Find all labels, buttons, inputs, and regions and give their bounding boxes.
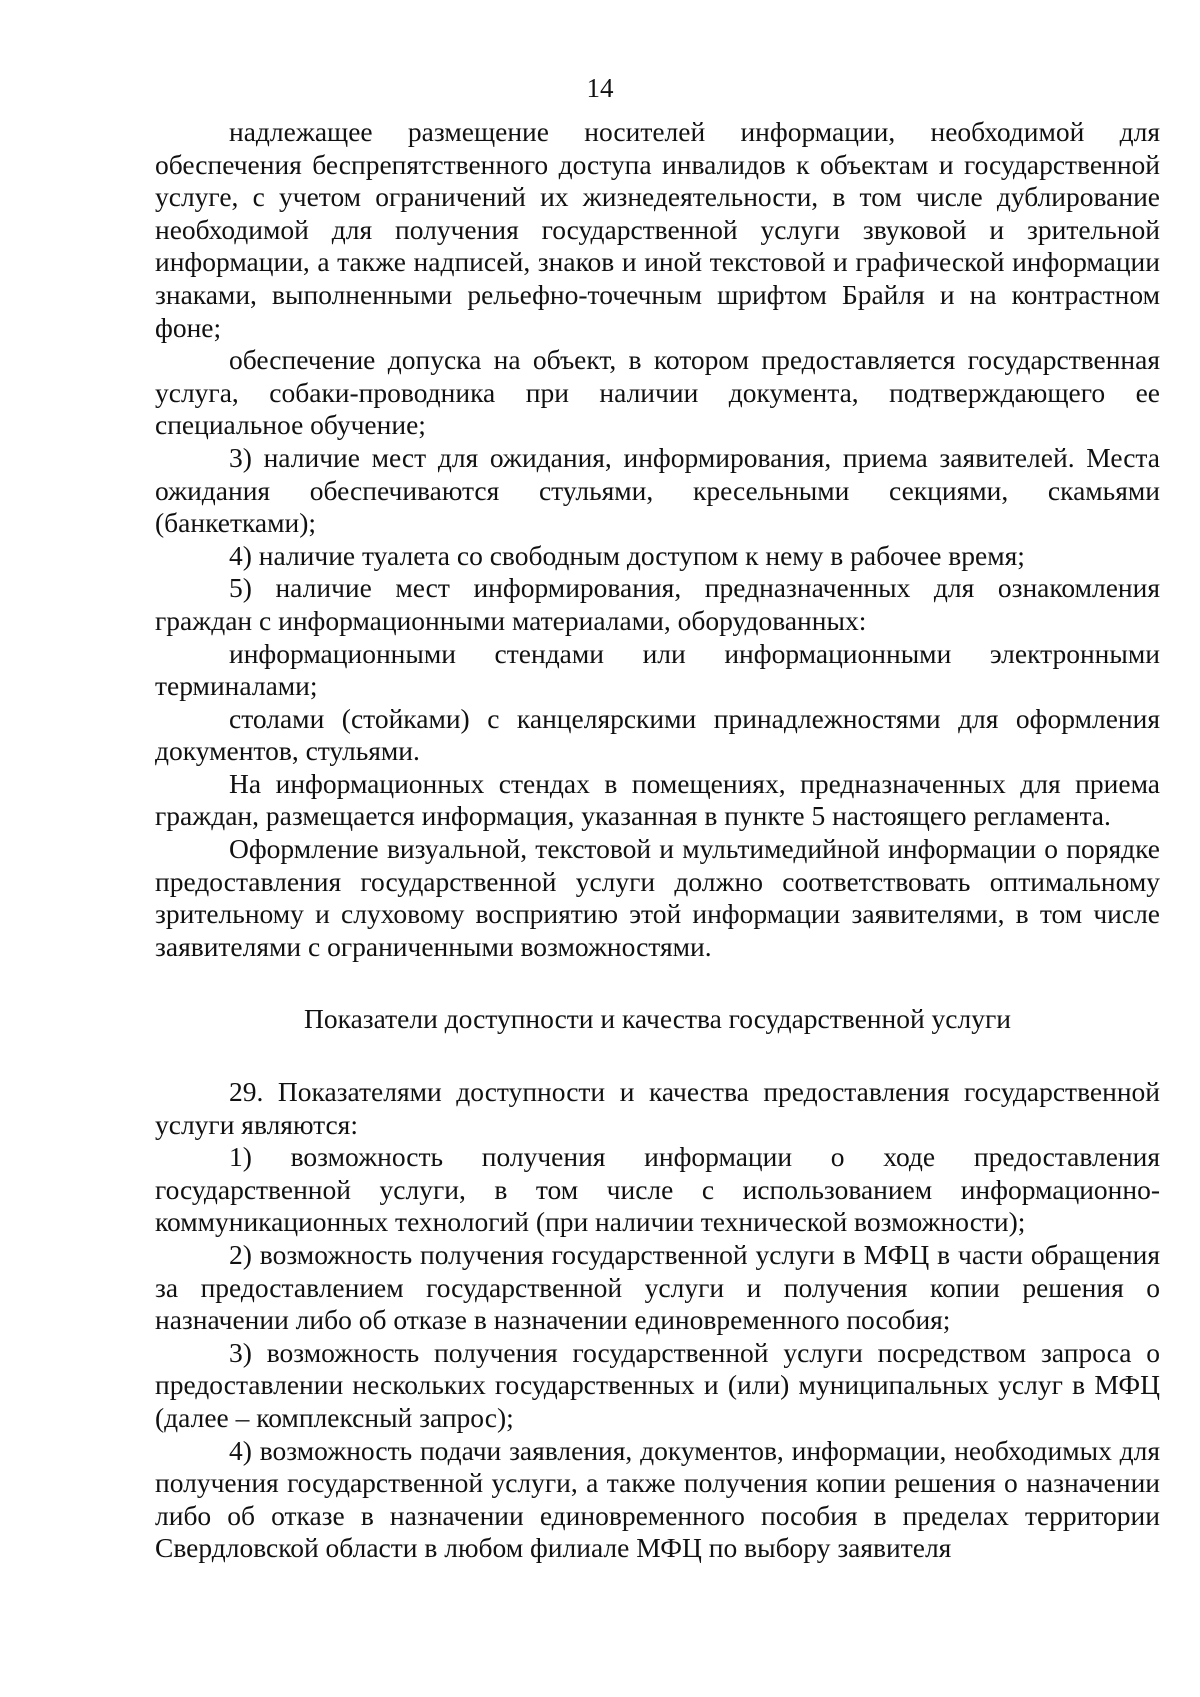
- paragraph: информационными стендами или информационными электронными терминалами;: [155, 637, 1160, 702]
- paragraph: 5) наличие мест информирования, предназначенных для ознакомления граждан с информационными материалами, оборудованных:: [155, 572, 1160, 636]
- paragraph: 2) возможность получения государственной услуги в МФЦ в части обращения за предоставлением государственной услуги и получения копии решения о назначении либо об отказе в назначении единовременного пособия;: [155, 1239, 1160, 1336]
- paragraph: надлежащее размещение носителей информации, необходимой для обеспечения беспрепятственного доступа инвалидов к объектам и государственной услуге, с учетом ограничений их жизнедеятельности, в том числе дублирование необходимой для получения государственной услуги звуковой и зрительной информации, а также надписей, знаков и иной текстовой и графической информации знаками, выполненными рельефно-точечным шрифтом Брайля и на контрастном фоне;: [155, 116, 1160, 343]
- paragraph: На информационных стендах в помещениях, предназначенных для приема граждан, размещается информация, указанная в пункте 5 настоящего регламента.: [155, 767, 1160, 832]
- document-body: [155, 116, 1160, 1565]
- paragraph: Оформление визуальной, текстовой и мультимедийной информации о порядке предоставления государственной услуги должно соответствовать оптимальному зрительному и слуховому восприятию этой информации заявителями, в том числе заявителями с ограниченными возможностями.: [155, 833, 1160, 962]
- paragraph: 1) возможность получения информации о ходе предоставления государственной услуги, в том числе с использованием информационно-коммуникационных технологий (при наличии технической возможности);: [155, 1141, 1160, 1238]
- paragraph: обеспечение допуска на объект, в котором предоставляется государственная услуга, собаки-проводника при наличии документа, подтверждающего ее специальное обучение;: [155, 344, 1160, 441]
- paragraph: 4) возможность подачи заявления, документов, информации, необходимых для получения государственной услуги, а также получения копии решения о назначении либо об отказе в назначении единовременного пособия в пределах территории Свердловской области в любом филиале МФЦ по выбору заявителя: [155, 1434, 1160, 1564]
- paragraph: столами (стойками) с канцелярскими принадлежностями для оформления документов, стульями.: [155, 702, 1160, 767]
- section-heading: Показатели доступности и качества государственной услуги: [304, 1003, 1011, 1035]
- page-number: 14: [586, 73, 614, 103]
- paragraph: 3) наличие мест для ожидания, информирования, приема заявителей. Места ожидания обеспечиваются стульями, кресельными секциями, скамьями (банкетками);: [155, 441, 1160, 539]
- paragraph: 29. Показателями доступности и качества предоставления государственной услуги являются:: [155, 1076, 1160, 1140]
- paragraph: 3) возможность получения государственной услуги посредством запроса о предоставлении нескольких государственных и (или) муниципальных услуг в МФЦ (далее – комплексный запрос);: [155, 1336, 1160, 1433]
- paragraph: 4) наличие туалета со свободным доступом к нему в рабочее время;: [229, 539, 1025, 571]
